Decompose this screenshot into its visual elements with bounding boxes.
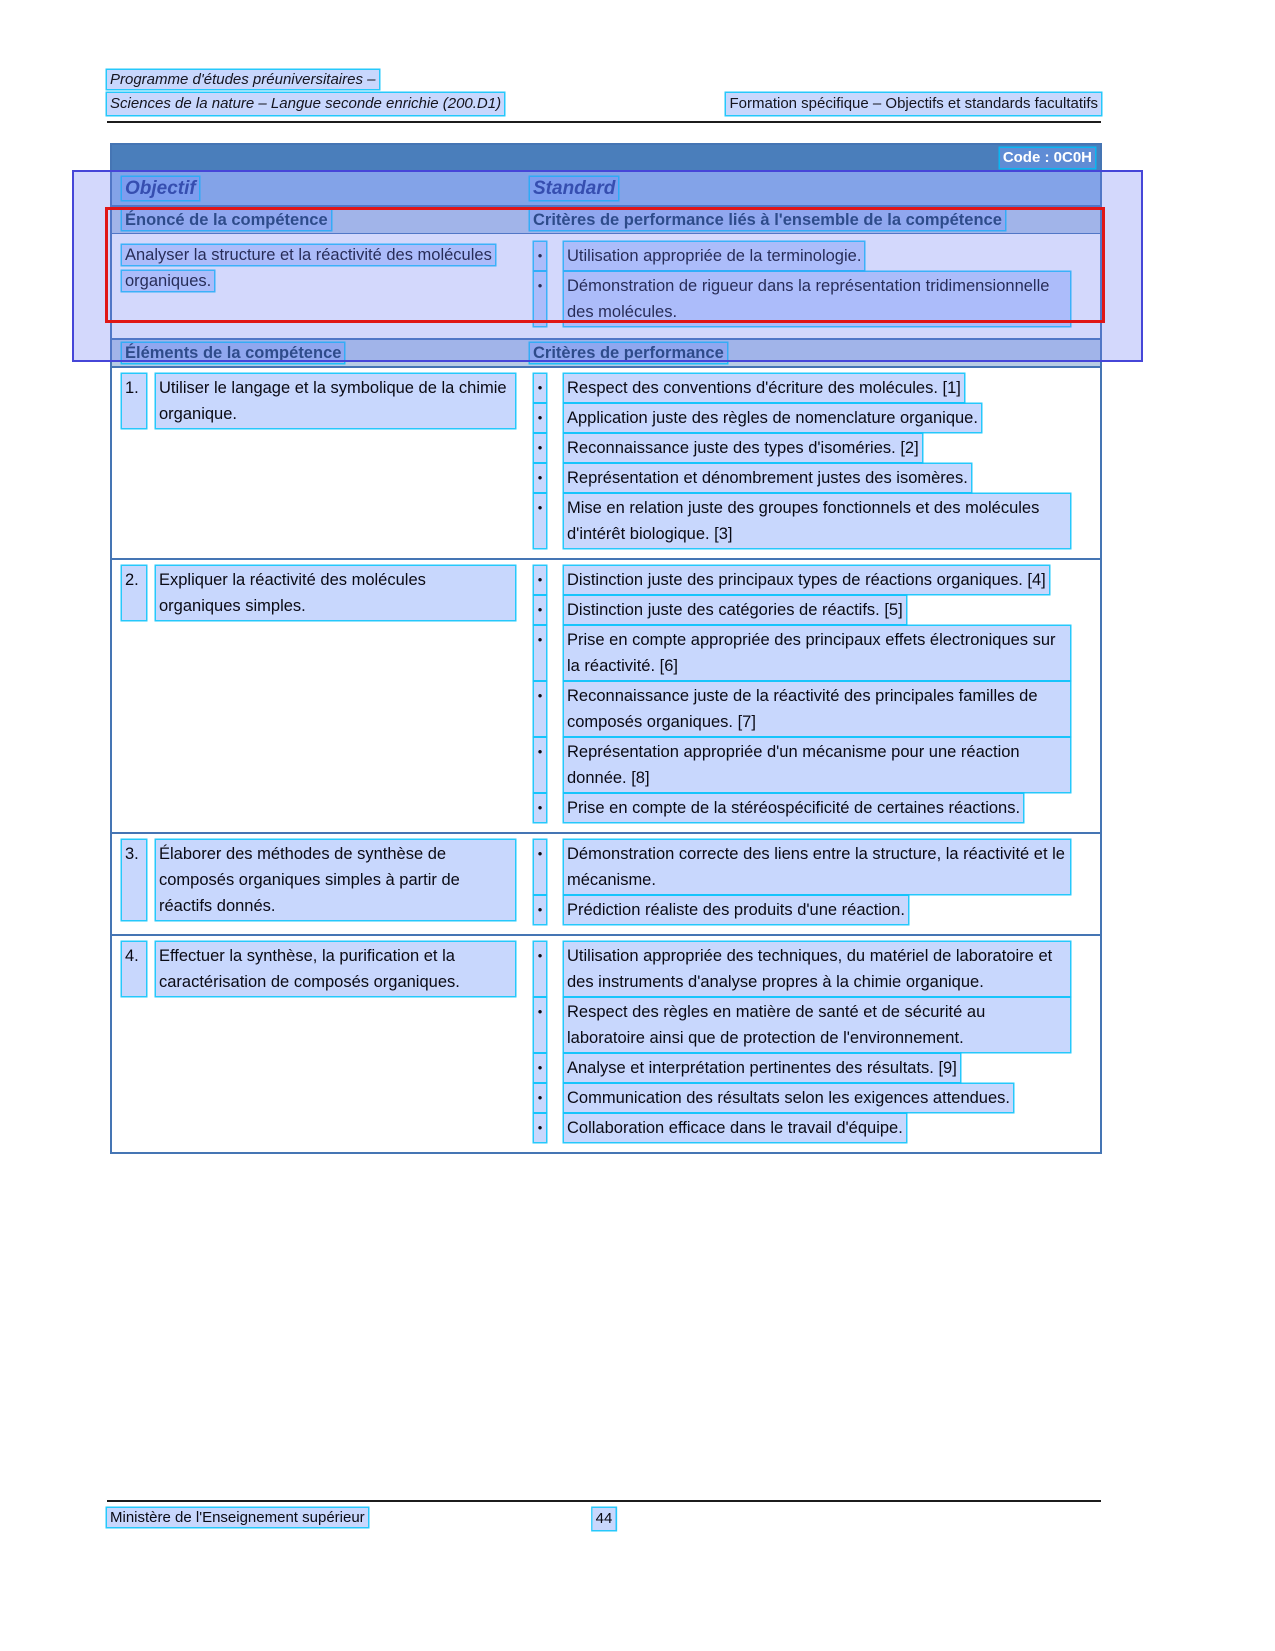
bullet-icon: • <box>534 682 546 736</box>
element-row <box>112 366 1100 558</box>
criterion-item <box>530 242 1070 270</box>
criterion-text: Représentation et dénombrement justes des isomères. <box>564 464 971 492</box>
criteres-header-label: Critères de performance <box>530 343 727 363</box>
bullet-icon: • <box>534 242 546 270</box>
element-number: 2. <box>122 566 146 620</box>
bullet-icon: • <box>534 998 546 1052</box>
bullet-icon: • <box>534 494 546 548</box>
bullet-icon: • <box>534 1054 546 1082</box>
elements-header-label: Éléments de la compétence <box>122 343 344 363</box>
criterion-item <box>530 596 1070 624</box>
bullet-icon: • <box>534 840 546 894</box>
criterion-text: Mise en relation juste des groupes fonctionnels et des molécules d'intérêt biologique. [3] <box>564 494 1070 548</box>
criterion-item <box>530 738 1070 792</box>
standard-title: Standard <box>530 177 618 200</box>
bullet-icon: • <box>534 794 546 822</box>
element-statement: Expliquer la réactivité des molécules organiques simples. <box>156 566 515 620</box>
criterion-text: Utilisation appropriée des techniques, du matériel de laboratoire et des instruments d'analyse propres à la chimie organique. <box>564 942 1070 996</box>
page-header <box>107 70 1101 123</box>
header-program-line <box>107 70 1101 90</box>
criterion-text: Respect des règles en matière de santé et de sécurité au laboratoire ainsi que de protection de l'environnement. <box>564 998 1070 1052</box>
criterion-item <box>530 840 1070 894</box>
bullet-icon: • <box>534 1084 546 1112</box>
criterion-item <box>530 626 1070 680</box>
criterion-text: Prédiction réaliste des produits d'une réaction. <box>564 896 908 924</box>
bullet-icon: • <box>534 738 546 792</box>
element-number: 3. <box>122 840 146 920</box>
criterion-item <box>530 1054 1070 1082</box>
code-band <box>112 145 1100 171</box>
criterion-item <box>530 374 1070 402</box>
page-footer <box>107 1500 1101 1528</box>
criterion-text: Collaboration efficace dans le travail d'équipe. <box>564 1114 906 1142</box>
enonce-header-row <box>112 205 1100 233</box>
criterion-item <box>530 404 1070 432</box>
criterion-item <box>530 896 1070 924</box>
enonce-content-row <box>112 233 1100 338</box>
criterion-text: Reconnaissance juste de la réactivité des principales familles de composés organiques. [7] <box>564 682 1070 736</box>
element-number: 4. <box>122 942 146 996</box>
criterion-item <box>530 434 1070 462</box>
page-number: 44 <box>593 1508 616 1530</box>
criterion-text: Démonstration de rigueur dans la représentation tridimensionnelle des molécules. <box>564 272 1070 326</box>
element-row <box>112 832 1100 934</box>
competency-statement: Analyser la structure et la réactivité des molécules organiques. <box>122 245 495 291</box>
criterion-text: Prise en compte de la stéréospécificité de certaines réactions. <box>564 794 1023 822</box>
criterion-text: Distinction juste des principaux types de réactions organiques. [4] <box>564 566 1049 594</box>
bullet-icon: • <box>534 434 546 462</box>
criterion-text: Prise en compte appropriée des principaux effets électroniques sur la réactivité. [6] <box>564 626 1070 680</box>
criterion-item <box>530 566 1070 594</box>
criterion-text: Analyse et interprétation pertinentes des résultats. [9] <box>564 1054 960 1082</box>
bullet-icon: • <box>534 596 546 624</box>
element-statement: Élaborer des méthodes de synthèse de composés organiques simples à partir de réactifs donnés. <box>156 840 515 920</box>
objectif-standard-row <box>112 171 1100 205</box>
bullet-icon: • <box>534 626 546 680</box>
elements-header-row <box>112 338 1100 366</box>
header-program-text: Programme d'études préuniversitaires – <box>107 70 379 89</box>
objectif-title: Objectif <box>122 177 199 200</box>
element-number: 1. <box>122 374 146 428</box>
criterion-item <box>530 794 1070 822</box>
bullet-icon: • <box>534 404 546 432</box>
element-row <box>112 558 1100 832</box>
criterion-item <box>530 998 1070 1052</box>
criterion-item <box>530 682 1070 736</box>
header-subject-text: Sciences de la nature – Langue seconde enrichie (200.D1) <box>107 93 504 115</box>
criterion-text: Démonstration correcte des liens entre la structure, la réactivité et le mécanisme. <box>564 840 1070 894</box>
code-label: Code : 0C0H <box>1000 148 1095 168</box>
criterion-item <box>530 1114 1070 1142</box>
criterion-text: Communication des résultats selon les exigences attendues. <box>564 1084 1013 1112</box>
bullet-icon: • <box>534 942 546 996</box>
criterion-item <box>530 494 1070 548</box>
header-section-text: Formation spécifique – Objectifs et standards facultatifs <box>726 93 1101 115</box>
bullet-icon: • <box>534 566 546 594</box>
element-statement: Effectuer la synthèse, la purification et la caractérisation de composés organiques. <box>156 942 515 996</box>
criterion-item <box>530 942 1070 996</box>
criterion-text: Respect des conventions d'écriture des molécules. [1] <box>564 374 964 402</box>
criterion-text: Représentation appropriée d'un mécanisme pour une réaction donnée. [8] <box>564 738 1070 792</box>
element-row <box>112 934 1100 1152</box>
enonce-header-label: Énoncé de la compétence <box>122 210 331 230</box>
criterion-text: Reconnaissance juste des types d'isoméries. [2] <box>564 434 922 462</box>
criteres-ensemble-header-label: Critères de performance liés à l'ensemble de la compétence <box>530 210 1005 230</box>
criterion-text: Utilisation appropriée de la terminologie. <box>564 242 864 270</box>
competency-table <box>110 143 1102 1154</box>
element-statement: Utiliser le langage et la symbolique de la chimie organique. <box>156 374 515 428</box>
footer-ministry-text: Ministère de l'Enseignement supérieur <box>107 1508 368 1527</box>
bullet-icon: • <box>534 272 546 326</box>
criterion-item <box>530 464 1070 492</box>
criterion-text: Distinction juste des catégories de réactifs. [5] <box>564 596 906 624</box>
bullet-icon: • <box>534 1114 546 1142</box>
bullet-icon: • <box>534 464 546 492</box>
bullet-icon: • <box>534 374 546 402</box>
criterion-item <box>530 272 1070 326</box>
bullet-icon: • <box>534 896 546 924</box>
criterion-item <box>530 1084 1070 1112</box>
criterion-text: Application juste des règles de nomenclature organique. <box>564 404 981 432</box>
